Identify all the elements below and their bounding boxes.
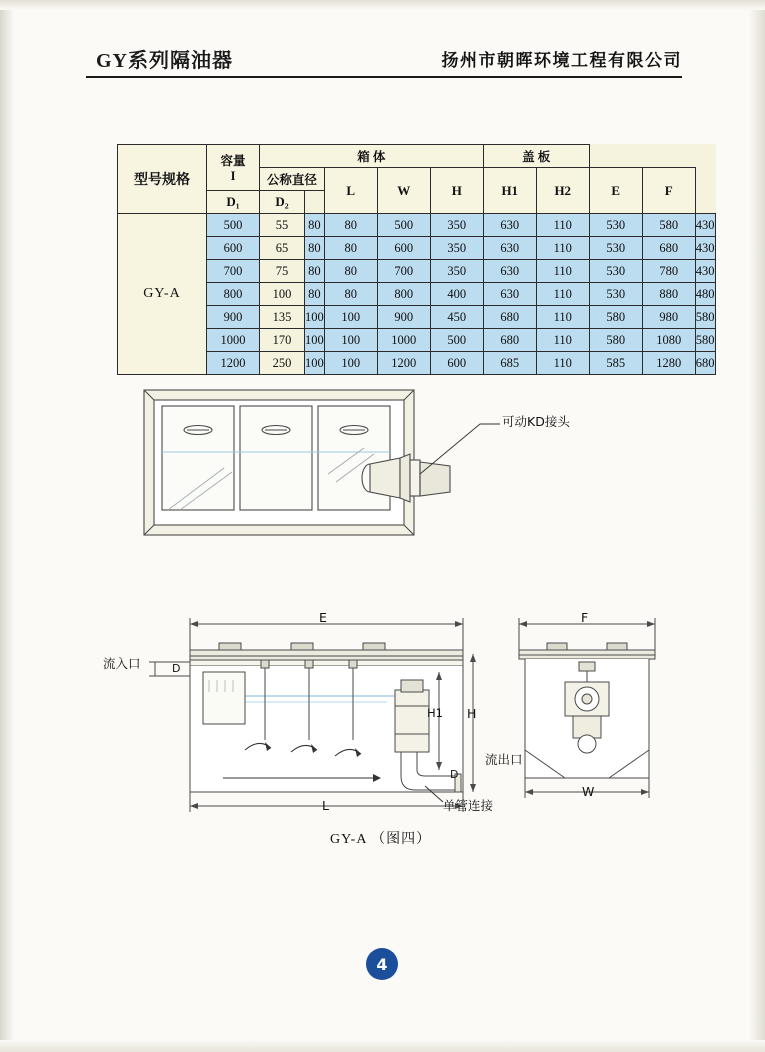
table-row (118, 214, 716, 237)
cell-h: 680 (483, 306, 536, 329)
cell-f: 480 (695, 283, 715, 306)
cell-e: 680 (642, 237, 695, 260)
cell-spec: 900 (207, 306, 260, 329)
cell-capacity: 75 (260, 260, 305, 283)
cell-e: 880 (642, 283, 695, 306)
cell-capacity: 170 (260, 329, 305, 352)
dimension-label-f: F (581, 610, 589, 625)
cell-l: 800 (377, 283, 430, 306)
cell-h1: 110 (536, 306, 589, 329)
table-row (118, 329, 716, 352)
th-h2: H2 (536, 168, 589, 214)
cell-e: 780 (642, 260, 695, 283)
cell-d1: 80 (305, 214, 325, 237)
callout-outlet: 流出口 (485, 752, 523, 767)
cell-d2: 80 (324, 260, 377, 283)
cell-h: 630 (483, 214, 536, 237)
th-capacity-line2: I (230, 169, 236, 183)
dimension-label-d-inlet: D (172, 662, 181, 675)
th-w: W (377, 168, 430, 214)
page-number-badge: 4 (366, 948, 398, 980)
cell-spec: 500 (207, 214, 260, 237)
cell-h: 680 (483, 329, 536, 352)
cell-l: 500 (377, 214, 430, 237)
cell-f: 430 (695, 237, 715, 260)
cell-e: 980 (642, 306, 695, 329)
dimension-label-h1: H1 (427, 706, 443, 720)
cell-h2: 580 (589, 329, 642, 352)
cell-d2: 80 (324, 214, 377, 237)
spec-table (117, 144, 716, 375)
page-edge-right (749, 0, 765, 1052)
cell-e: 1080 (642, 329, 695, 352)
cell-f: 580 (695, 329, 715, 352)
cell-e: 1280 (642, 352, 695, 375)
cell-h: 685 (483, 352, 536, 375)
cell-spec: 1000 (207, 329, 260, 352)
th-f: F (642, 168, 695, 214)
cell-d1: 80 (305, 237, 325, 260)
cell-spec: 800 (207, 283, 260, 306)
cell-h2: 530 (589, 283, 642, 306)
cell-l: 900 (377, 306, 430, 329)
cell-f: 580 (695, 306, 715, 329)
section-drawing-svg (95, 610, 675, 860)
cell-model-label: GY-A (118, 214, 207, 375)
isometric-drawing-svg (128, 382, 628, 572)
cell-capacity: 100 (260, 283, 305, 306)
th-box: 箱 体 (260, 145, 484, 168)
dimension-label-w: W (582, 784, 595, 799)
cell-h2: 530 (589, 214, 642, 237)
table-row (118, 237, 716, 260)
cell-h1: 110 (536, 214, 589, 237)
callout-single-pipe: 单管连接 (443, 798, 494, 813)
cell-h1: 110 (536, 352, 589, 375)
cell-d2: 100 (324, 329, 377, 352)
dimension-label-d-outlet: D (450, 768, 459, 781)
cell-h: 630 (483, 260, 536, 283)
th-e: E (589, 168, 642, 214)
page-header (86, 44, 682, 86)
cell-f: 430 (695, 260, 715, 283)
th-capacity-line1: 容量 (220, 154, 246, 168)
cell-d2: 100 (324, 306, 377, 329)
cell-spec: 1200 (207, 352, 260, 375)
th-d2: D₂ (260, 191, 305, 214)
cell-l: 1200 (377, 352, 430, 375)
cell-d2: 100 (324, 352, 377, 375)
th-h: H (430, 168, 483, 214)
callout-inlet: 流入口 (103, 656, 141, 671)
cell-h1: 110 (536, 237, 589, 260)
cell-h: 630 (483, 283, 536, 306)
th-cover: 盖 板 (483, 145, 589, 168)
cell-capacity: 135 (260, 306, 305, 329)
cell-d2: 80 (324, 237, 377, 260)
th-l: L (324, 168, 377, 214)
cell-h1: 110 (536, 283, 589, 306)
cell-h2: 530 (589, 260, 642, 283)
callout-kd-joint: 可动KD接头 (502, 414, 570, 429)
dimension-label-l: L (322, 798, 329, 813)
cell-d1: 100 (305, 329, 325, 352)
figure-caption: GY-A （图四） (330, 832, 432, 847)
cell-h2: 580 (589, 306, 642, 329)
table-row (118, 306, 716, 329)
cell-d1: 80 (305, 283, 325, 306)
page-edge-bottom (0, 1040, 765, 1052)
cell-w: 600 (430, 352, 483, 375)
cell-f: 430 (695, 214, 715, 237)
cell-h: 630 (483, 237, 536, 260)
cell-capacity: 55 (260, 214, 305, 237)
cell-h1: 110 (536, 329, 589, 352)
cell-h2: 585 (589, 352, 642, 375)
page-title: GY系列隔油器 (96, 50, 233, 72)
cell-w: 450 (430, 306, 483, 329)
cell-e: 580 (642, 214, 695, 237)
cell-f: 680 (695, 352, 715, 375)
cell-d1: 100 (305, 352, 325, 375)
table-row (118, 283, 716, 306)
table-row (118, 352, 716, 375)
cell-w: 400 (430, 283, 483, 306)
cell-l: 700 (377, 260, 430, 283)
dimension-label-e: E (319, 610, 327, 625)
cell-w: 350 (430, 214, 483, 237)
cell-w: 350 (430, 260, 483, 283)
cell-h2: 530 (589, 237, 642, 260)
cell-w: 500 (430, 329, 483, 352)
cell-l: 600 (377, 237, 430, 260)
header-divider (86, 76, 682, 78)
figure-isometric-view (128, 382, 628, 572)
th-model: 型号规格 (118, 145, 207, 214)
table-row (118, 260, 716, 283)
cell-h1: 110 (536, 260, 589, 283)
cell-capacity: 250 (260, 352, 305, 375)
table-header-row-1 (118, 145, 716, 168)
cell-d1: 100 (305, 306, 325, 329)
cell-spec: 600 (207, 237, 260, 260)
th-d1: D₁ (207, 191, 260, 214)
th-nominal-diameter: 公称直径 (260, 168, 325, 191)
th-h1: H1 (483, 168, 536, 214)
cell-d2: 80 (324, 283, 377, 306)
page-edge-top (0, 0, 765, 10)
th-capacity (207, 145, 260, 191)
company-name: 扬州市朝晖环境工程有限公司 (441, 51, 682, 71)
figure-section-view (95, 610, 675, 860)
page-edge-left (0, 0, 14, 1052)
cell-capacity: 65 (260, 237, 305, 260)
dimension-label-h: H (467, 706, 477, 721)
cell-w: 350 (430, 237, 483, 260)
cell-spec: 700 (207, 260, 260, 283)
cell-l: 1000 (377, 329, 430, 352)
cell-d1: 80 (305, 260, 325, 283)
